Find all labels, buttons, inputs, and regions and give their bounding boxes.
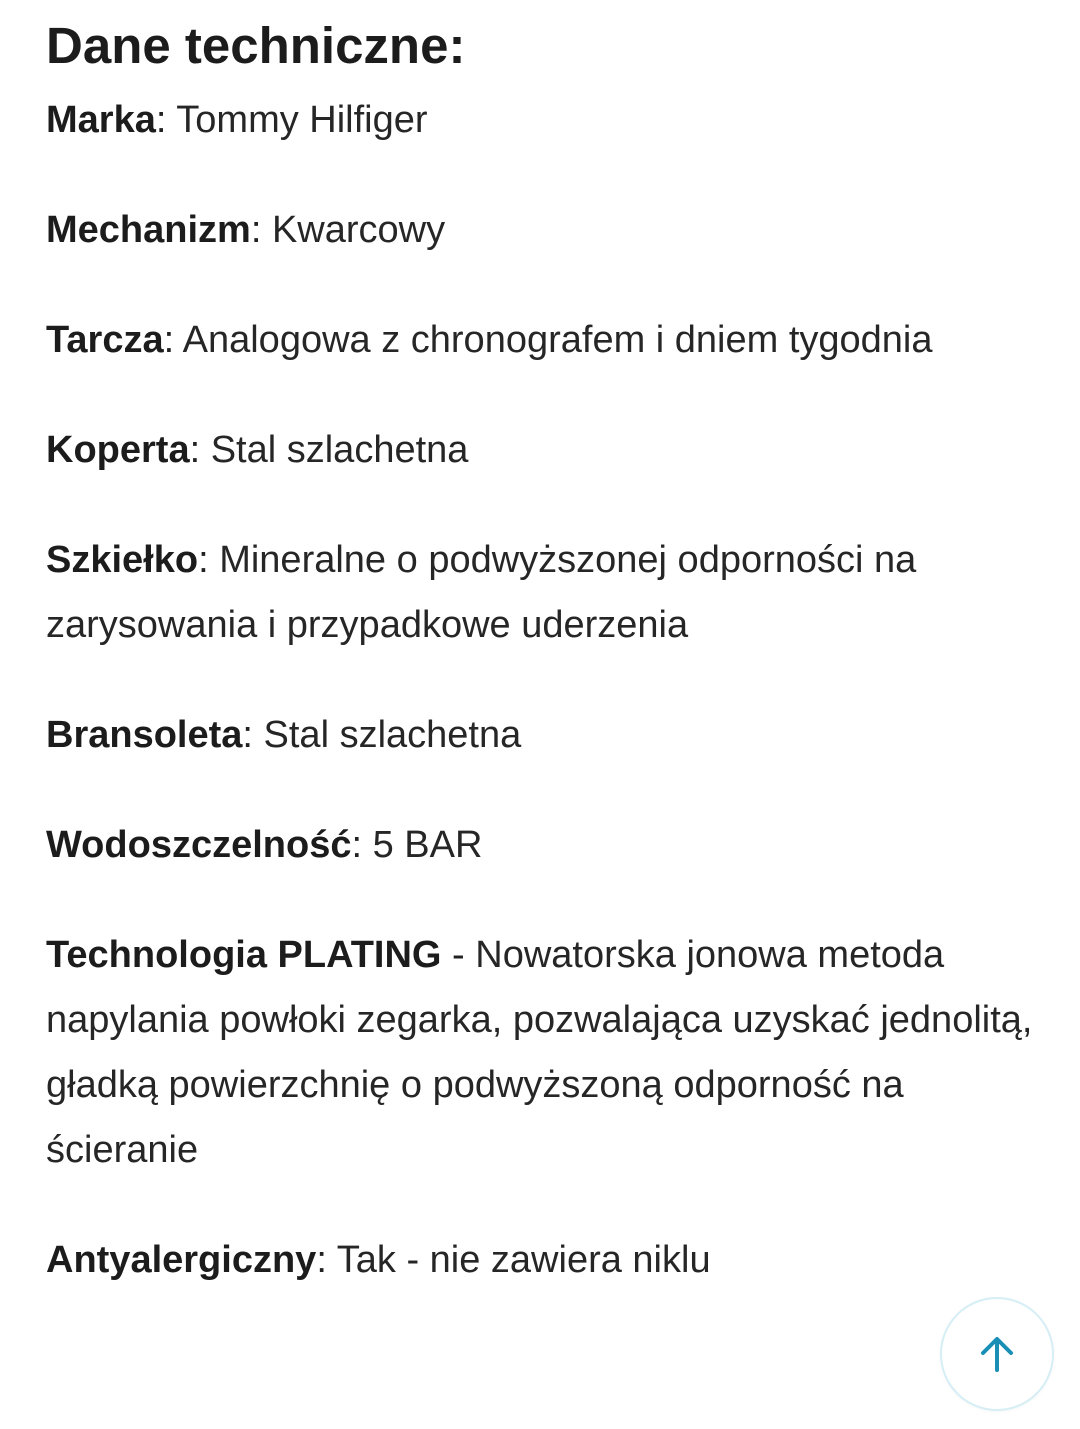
spec-separator: : (189, 429, 211, 471)
spec-water-resistance (46, 813, 1046, 878)
spec-value: Analogowa z chronografem i dniem tygodnia (182, 319, 933, 361)
spec-label: Koperta (46, 429, 190, 471)
spec-case (46, 418, 1046, 483)
spec-label: Antyalergiczny (46, 1239, 317, 1281)
spec-mechanism (46, 198, 1046, 263)
spec-glass (46, 528, 1046, 658)
spec-value: 5 BAR (372, 824, 483, 866)
spec-plating-technology (46, 923, 1046, 1183)
arrow-up-icon (977, 1334, 1017, 1374)
spec-separator: : (198, 539, 220, 581)
spec-separator: : (316, 1239, 337, 1281)
spec-hypoallergenic (46, 1228, 1046, 1293)
spec-label: Technologia PLATING (46, 934, 442, 976)
spec-bracelet (46, 703, 1046, 768)
spec-separator: : (163, 319, 183, 361)
spec-value: Tak - nie zawiera niklu (336, 1239, 711, 1281)
spec-label: Szkiełko (46, 539, 199, 581)
spec-brand (46, 88, 1046, 153)
spec-separator: - (441, 934, 476, 976)
spec-label: Mechanizm (46, 209, 251, 251)
spec-value: Kwarcowy (271, 209, 446, 251)
spec-separator: : (351, 824, 373, 866)
spec-dial (46, 308, 1046, 373)
spec-list (46, 88, 1046, 1293)
spec-label: Tarcza (46, 319, 164, 361)
section-heading: Dane techniczne: (46, 17, 466, 74)
spec-value: Tommy Hilfiger (176, 99, 428, 141)
spec-value: Mineralne o podwyższonej odporności na zarysowania i przypadkowe uderzenia (46, 539, 917, 646)
spec-value: Nowatorska jonowa metoda napylania powłoki zegarka, pozwalająca uzyskać jednolitą, gładką powierzchnię o podwyższoną odporność na ścieranie (46, 934, 1033, 1171)
technical-specs-section (46, 0, 1046, 1293)
scroll-to-top-button[interactable] (940, 1297, 1054, 1411)
spec-label: Marka (46, 99, 156, 141)
spec-separator: : (242, 714, 264, 756)
spec-separator: : (250, 209, 272, 251)
spec-value: Stal szlachetna (210, 429, 469, 471)
spec-label: Wodoszczelność (46, 824, 352, 866)
spec-value: Stal szlachetna (263, 714, 522, 756)
spec-label: Bransoleta (46, 714, 243, 756)
spec-separator: : (155, 99, 177, 141)
